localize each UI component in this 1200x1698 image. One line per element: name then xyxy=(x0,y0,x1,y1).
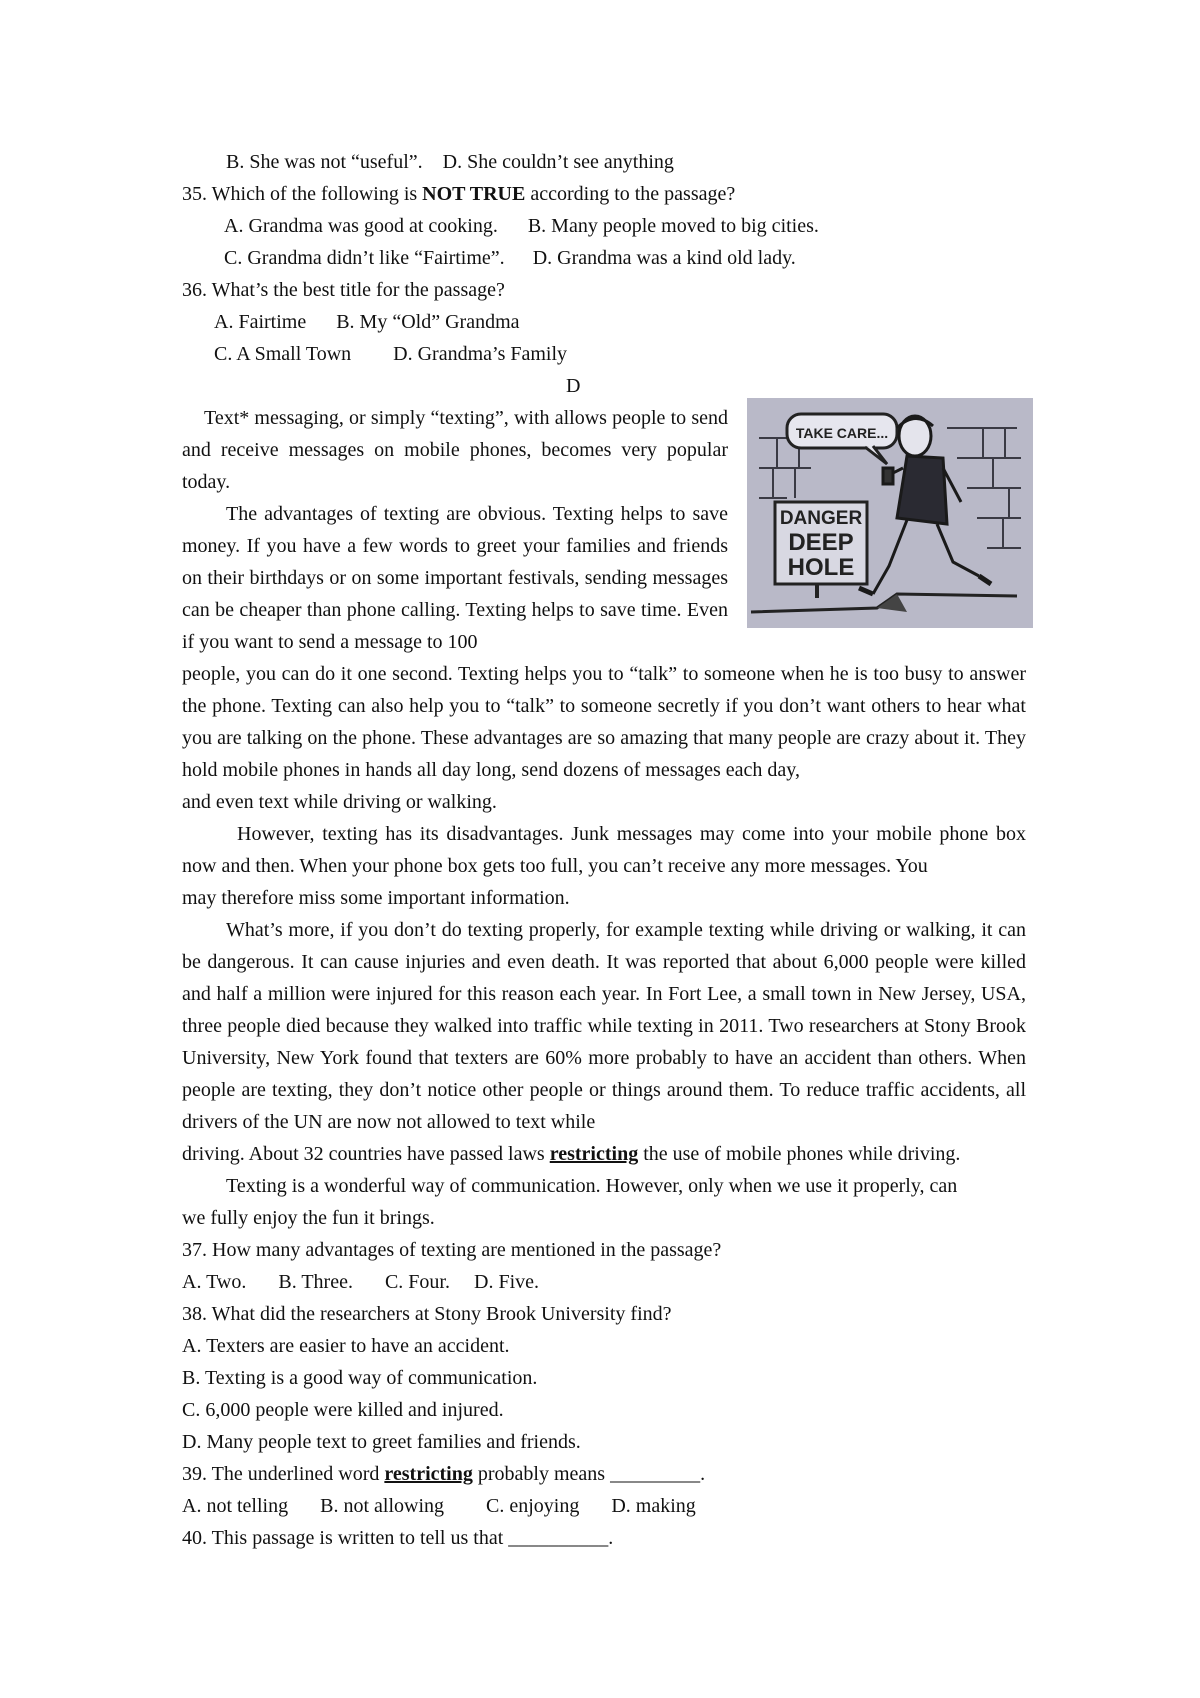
q36-option-b: B. My “Old” Grandma xyxy=(336,311,520,333)
q38-option-c: C. 6,000 people were killed and injured. xyxy=(182,1399,504,1421)
passage-paragraph-5-last: we fully enjoy the fun it brings. xyxy=(182,1207,435,1229)
q35-option-c: C. Grandma didn’t like “Fairtime”. xyxy=(224,247,505,269)
passage-paragraph-4: What’s more, if you don’t do texting properly, for example texting while driving or walking, it can be dangerous. It can cause injuries and even death. It was reported that about 6,000 people were killed and half a million were injured for this reason each year. In Fort Lee, a small town in New Jersey, USA, three people died because they walked into traffic while texting in 2011. Two researchers at Stony Brook University, New York found that texters are 60% more probably to have an accident than others. When people are texting, they don’t notice other people or things around them. To reduce traffic accidents, all drivers of the UN are now not allowed to text while xyxy=(182,919,1026,1133)
passage-paragraph-5: Texting is a wonderful way of communication. However, only when we use it properly, can xyxy=(226,1175,958,1197)
q35-option-a: A. Grandma was good at cooking. xyxy=(224,215,498,237)
q38-stem: 38. What did the researchers at Stony Brook University find? xyxy=(182,1303,672,1325)
q36-option-a: A. Fairtime xyxy=(214,311,307,333)
passage-paragraph-1: Text* messaging, or simply “texting”, with allows people to send and receive messages on mobile phones, becomes very popular today. xyxy=(182,407,728,493)
q39-option-a: A. not telling xyxy=(182,1495,289,1517)
q35-option-d: D. Grandma was a kind old lady. xyxy=(532,247,796,269)
q39-option-c: C. enjoying xyxy=(486,1495,580,1517)
q36-options-ab xyxy=(214,306,520,338)
q40-stem: 40. This passage is written to tell us that __________. xyxy=(182,1527,614,1549)
section-label: D xyxy=(566,375,581,397)
q34-options xyxy=(226,146,674,178)
p4-last-text: driving. About 32 countries have passed laws xyxy=(182,1143,550,1165)
q39-option-b: B. not allowing xyxy=(320,1495,444,1517)
underlined-word: restricting xyxy=(549,1143,639,1165)
q36-options-cd xyxy=(214,338,567,370)
q35-stem xyxy=(182,178,735,210)
q37-stem: 37. How many advantages of texting are mentioned in the passage? xyxy=(182,1239,722,1261)
passage-paragraph-2-last: and even text while driving or walking. xyxy=(182,791,497,813)
q39-underlined-word: restricting xyxy=(384,1463,473,1485)
passage-paragraph-3-last: may therefore miss some important information. xyxy=(182,887,570,909)
q37-option-d: D. Five. xyxy=(474,1271,539,1293)
q35-stem-text: 35. Which of the following is xyxy=(182,183,423,205)
q37-option-c: C. Four. xyxy=(384,1271,450,1293)
sign-line-3: HOLE xyxy=(787,554,855,581)
q34-option-b: B. She was not “useful”. xyxy=(226,151,423,173)
sign-line-2: DEEP xyxy=(788,529,854,556)
q35-options-ab xyxy=(224,210,819,242)
q39-options xyxy=(182,1490,696,1522)
q38-option-b: B. Texting is a good way of communication. xyxy=(182,1367,538,1389)
q37-option-a: A. Two. xyxy=(182,1271,247,1293)
p4-last-text-end: the use of mobile phones while driving. xyxy=(638,1143,961,1165)
sign-line-1: DANGER xyxy=(779,508,863,529)
passage-paragraph-2-full: people, you can do it one second. Texting helps you to “talk” to someone when he is too busy to answer the phone. Texting can also help you to “talk” to someone secretly if you don’t want others to hear what you are talking on the phone. These advantages are so amazing that many people are crazy about it. They hold mobile phones in hands all day long, send dozens of messages each day, xyxy=(182,663,1026,781)
passage-paragraph-4-last xyxy=(182,1138,960,1170)
q39-stem-text-end: probably means _________. xyxy=(472,1463,706,1485)
q39-stem xyxy=(182,1458,705,1490)
q35-option-b: B. Many people moved to big cities. xyxy=(527,215,819,237)
q36-option-d: D. Grandma’s Family xyxy=(393,343,568,365)
q39-stem-text: 39. The underlined word xyxy=(182,1463,385,1485)
q36-stem: 36. What’s the best title for the passage? xyxy=(182,279,505,301)
q38-option-d: D. Many people text to greet families and friends. xyxy=(182,1431,581,1453)
q39-option-d: D. making xyxy=(611,1495,696,1517)
q37-options xyxy=(182,1266,539,1298)
q35-options-cd xyxy=(224,242,796,274)
passage-paragraph-2-wrap: The advantages of texting are obvious. Texting helps to save money. If you have a few words to greet your families and friends on their birthdays or on some important festivals, sending messages can be cheaper than phone calling. Texting helps to save time. Even if you want to send a message to 100 xyxy=(182,503,728,653)
cartoon-illustration xyxy=(747,398,1033,628)
q34-option-d: D. She couldn’t see anything xyxy=(442,151,674,173)
q38-option-a: A. Texters are easier to have an accident. xyxy=(182,1335,510,1357)
passage-paragraph-3: However, texting has its disadvantages. Junk messages may come into your mobile phone box now and then. When your phone box gets too full, you can’t receive any more messages. You xyxy=(182,823,1026,877)
q36-option-c: C. A Small Town xyxy=(214,343,352,365)
q37-option-b: B. Three. xyxy=(278,1271,353,1293)
q35-stem-emphasis: NOT TRUE xyxy=(422,183,526,205)
speech-bubble-text: TAKE CARE... xyxy=(795,425,889,441)
q35-stem-text-end: according to the passage? xyxy=(525,183,736,205)
danger-sign xyxy=(775,502,867,598)
